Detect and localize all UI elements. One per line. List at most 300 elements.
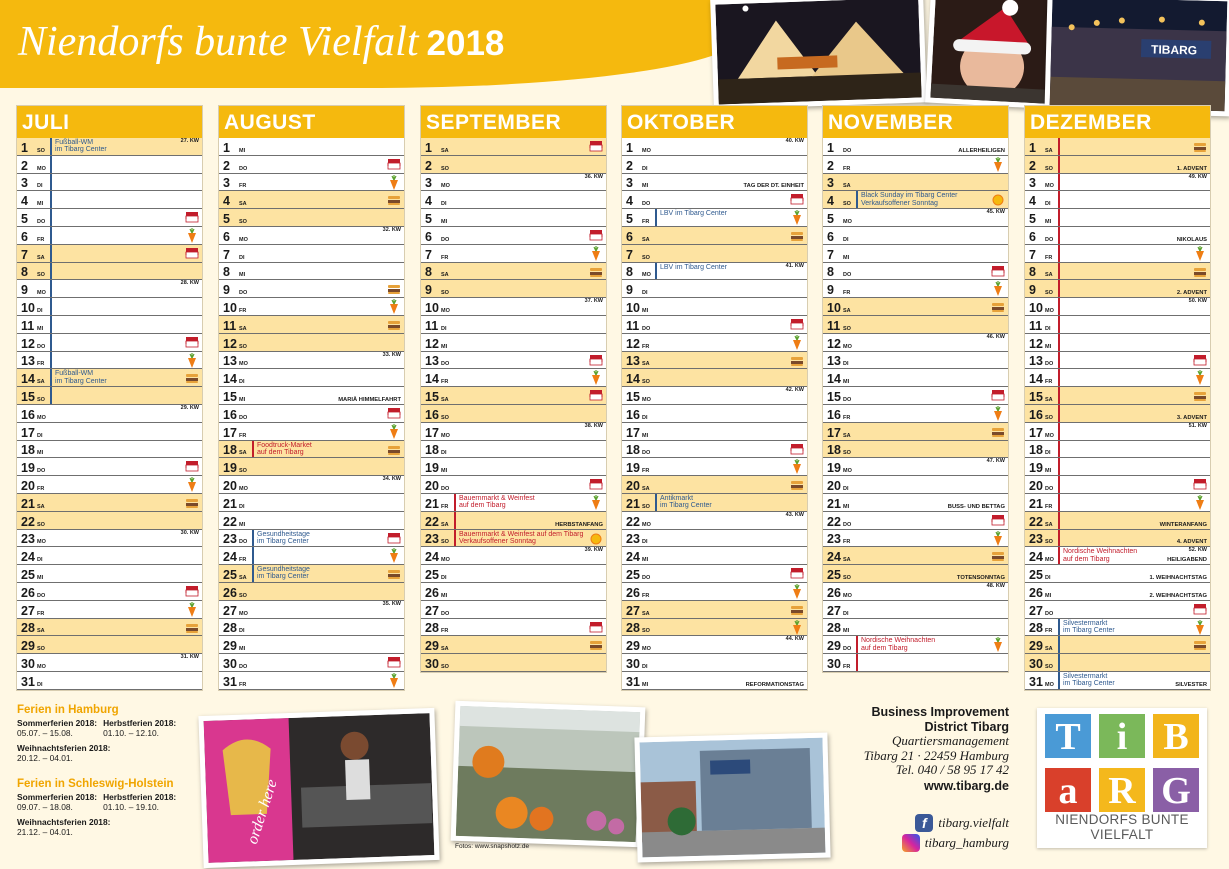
event-bar — [1058, 654, 1060, 672]
day-weekday: MI — [239, 646, 246, 653]
day-weekday: SO — [1045, 663, 1053, 670]
day-weekday: DO — [441, 610, 450, 617]
day-row — [17, 227, 202, 245]
day-row — [1025, 280, 1210, 298]
event-bar — [50, 174, 52, 192]
day-row — [1025, 334, 1210, 352]
facebook-icon: f — [915, 814, 933, 832]
day-number: 5 — [425, 211, 432, 226]
day-row — [1025, 387, 1210, 405]
food-icon — [789, 228, 805, 244]
day-number: 19 — [626, 461, 640, 476]
month-oktober — [621, 105, 808, 691]
day-weekday: SA — [1045, 521, 1053, 528]
day-weekday: DO — [37, 592, 46, 599]
food-icon — [386, 192, 402, 208]
sun-icon — [588, 531, 604, 547]
day-row — [421, 423, 606, 441]
day-row — [219, 174, 404, 192]
holiday-label: BUSS- UND BETTAG — [947, 503, 1005, 510]
event-bar — [50, 387, 52, 405]
day-row — [421, 298, 606, 316]
hh-herbst: 01.10. – 12.10. — [103, 728, 159, 739]
title-text: Niendorfs bunte Vielfalt — [18, 19, 419, 65]
day-weekday: DO — [441, 485, 450, 492]
event-bar — [50, 209, 52, 227]
day-number: 13 — [827, 354, 841, 369]
day-number: 18 — [21, 443, 35, 458]
day-weekday: DI — [642, 539, 648, 546]
food-icon — [1192, 139, 1208, 155]
day-weekday: DO — [642, 325, 651, 332]
day-number: 3 — [1029, 176, 1036, 191]
event-bar — [50, 227, 52, 245]
carrot-icon — [990, 281, 1006, 297]
carrot-icon — [1192, 495, 1208, 511]
event-bar — [1058, 352, 1060, 370]
day-number: 12 — [1029, 336, 1043, 351]
week-number: 37. KW — [584, 298, 603, 305]
day-weekday: SA — [441, 521, 449, 528]
event-bar — [50, 245, 52, 263]
day-number: 5 — [1029, 211, 1036, 226]
carrot-icon — [789, 620, 805, 636]
day-number: 22 — [223, 514, 237, 529]
day-row — [421, 352, 606, 370]
day-row — [421, 334, 606, 352]
event-bar — [50, 191, 52, 209]
sh-weih: 21.12. – 04.01. — [17, 826, 73, 837]
market-stall-icon — [588, 477, 604, 493]
day-row — [823, 530, 1008, 548]
market-stall-icon — [789, 442, 805, 458]
month-juli — [16, 105, 203, 691]
day-number: 13 — [21, 354, 35, 369]
day-number: 28 — [223, 621, 237, 636]
day-number: 14 — [425, 372, 439, 387]
day-number: 18 — [827, 443, 841, 458]
instagram-link[interactable] — [902, 834, 1009, 852]
day-number: 20 — [425, 478, 439, 493]
day-weekday: MI — [441, 218, 448, 225]
day-row — [622, 245, 807, 263]
day-row — [1025, 476, 1210, 494]
day-weekday: MO — [239, 485, 248, 492]
day-number: 25 — [425, 567, 439, 582]
day-row — [1025, 405, 1210, 423]
day-row — [219, 441, 404, 459]
day-number: 10 — [223, 300, 237, 315]
sh-sommer: 09.07. – 18.08. — [17, 802, 73, 813]
day-number: 23 — [21, 532, 35, 547]
day-weekday: SO — [441, 290, 449, 297]
day-row — [823, 494, 1008, 512]
day-weekday: DI — [642, 165, 648, 172]
week-number: 27. KW — [180, 138, 199, 144]
carrot-icon — [588, 370, 604, 386]
day-number: 14 — [626, 372, 640, 387]
day-number: 10 — [425, 300, 439, 315]
day-weekday: DO — [642, 574, 651, 581]
day-weekday: SA — [642, 236, 650, 243]
market-stall-icon — [184, 584, 200, 600]
holiday-label: 3. ADVENT — [1176, 414, 1207, 421]
day-row — [823, 423, 1008, 441]
day-number: 4 — [626, 194, 633, 209]
market-stall-icon — [184, 246, 200, 262]
logo-tile: B — [1153, 714, 1199, 758]
event-bar — [1058, 530, 1060, 548]
event-bar — [252, 547, 254, 565]
day-weekday: DO — [37, 218, 46, 225]
day-weekday: FR — [441, 379, 449, 386]
day-row — [17, 245, 202, 263]
market-stall-icon — [588, 388, 604, 404]
day-weekday: DO — [239, 663, 248, 670]
food-icon — [184, 370, 200, 386]
carrot-icon — [990, 157, 1006, 173]
day-row — [823, 601, 1008, 619]
day-weekday: FR — [843, 663, 851, 670]
market-stall-icon — [789, 192, 805, 208]
day-row — [421, 583, 606, 601]
day-weekday: SA — [1045, 272, 1053, 279]
day-weekday: MI — [843, 379, 850, 386]
day-weekday: DI — [37, 432, 43, 439]
event-bar — [1058, 156, 1060, 174]
day-row — [823, 209, 1008, 227]
day-weekday: SA — [239, 201, 247, 208]
day-number: 6 — [1029, 229, 1036, 244]
event-bar — [1058, 209, 1060, 227]
carrot-icon — [184, 602, 200, 618]
food-icon — [1192, 264, 1208, 280]
day-number: 14 — [1029, 372, 1043, 387]
svg-text:TIBARG: TIBARG — [1150, 42, 1198, 58]
photo-tents — [710, 0, 927, 110]
day-number: 9 — [223, 283, 230, 298]
day-number: 24 — [827, 550, 841, 565]
day-weekday: SA — [37, 379, 45, 386]
day-weekday: MO — [843, 468, 852, 475]
day-weekday: SO — [37, 646, 45, 653]
day-weekday: MI — [37, 201, 44, 208]
day-number: 1 — [1029, 140, 1036, 155]
event-bar — [655, 494, 657, 512]
event-bar — [1058, 441, 1060, 459]
day-weekday: MO — [843, 592, 852, 599]
day-weekday: DI — [37, 681, 43, 688]
day-number: 18 — [1029, 443, 1043, 458]
day-row — [1025, 245, 1210, 263]
event-bar — [1058, 476, 1060, 494]
day-row — [421, 601, 606, 619]
day-number: 28 — [827, 621, 841, 636]
day-row — [823, 245, 1008, 263]
day-weekday: MI — [1045, 592, 1052, 599]
day-weekday: FR — [37, 361, 45, 368]
carrot-icon — [990, 406, 1006, 422]
day-weekday: SA — [843, 183, 851, 190]
sh-herbst: 01.10. – 19.10. — [103, 802, 159, 813]
day-number: 27 — [425, 603, 439, 618]
week-number: 39. KW — [584, 547, 603, 554]
day-weekday: DI — [239, 254, 245, 261]
day-number: 13 — [223, 354, 237, 369]
day-row — [622, 405, 807, 423]
carrot-icon — [990, 637, 1006, 653]
day-weekday: MO — [1045, 557, 1054, 564]
day-row — [1025, 423, 1210, 441]
day-row — [17, 565, 202, 583]
day-number: 30 — [223, 656, 237, 671]
holiday-label: 2. WEIHNACHTSTAG — [1149, 592, 1207, 599]
day-row — [622, 619, 807, 637]
day-weekday: DI — [239, 379, 245, 386]
day-number: 26 — [1029, 585, 1043, 600]
day-row — [421, 174, 606, 192]
day-row — [219, 156, 404, 174]
carrot-icon — [386, 673, 402, 689]
day-number: 10 — [827, 300, 841, 315]
carrot-icon — [386, 548, 402, 564]
day-row — [421, 316, 606, 334]
event-bar — [50, 156, 52, 174]
day-weekday: MI — [239, 272, 246, 279]
day-number: 29 — [223, 639, 237, 654]
carrot-icon — [184, 228, 200, 244]
day-row — [17, 263, 202, 281]
day-row — [1025, 636, 1210, 654]
ferien-hh-title: Ferien in Hamburg — [17, 704, 119, 716]
day-weekday: DI — [441, 450, 447, 457]
bid-line3: Quartiersmanagement — [892, 733, 1009, 749]
day-row — [823, 174, 1008, 192]
sh-sommer-label: Sommerferien 2018: — [17, 792, 98, 803]
day-number: 2 — [626, 158, 633, 173]
event-label: Fußball-WM im Tibarg Center — [55, 139, 107, 154]
day-row — [219, 619, 404, 637]
day-row — [622, 583, 807, 601]
day-row — [823, 565, 1008, 583]
day-row — [17, 298, 202, 316]
day-weekday: SO — [239, 468, 247, 475]
day-weekday: FR — [239, 183, 247, 190]
day-row — [17, 156, 202, 174]
day-row — [622, 494, 807, 512]
day-number: 5 — [21, 211, 28, 226]
day-number: 17 — [1029, 425, 1043, 440]
day-weekday: SA — [239, 574, 247, 581]
day-row — [219, 227, 404, 245]
day-weekday: SA — [441, 272, 449, 279]
week-number: 34. KW — [382, 476, 401, 483]
day-number: 20 — [827, 478, 841, 493]
day-row — [622, 316, 807, 334]
day-row — [823, 387, 1008, 405]
day-weekday: DO — [642, 450, 651, 457]
day-weekday: DI — [1045, 574, 1051, 581]
day-weekday: SA — [1045, 396, 1053, 403]
day-row — [823, 458, 1008, 476]
facebook-link[interactable] — [915, 814, 1009, 832]
food-icon — [588, 637, 604, 653]
market-stall-icon — [588, 620, 604, 636]
day-row — [219, 672, 404, 690]
day-number: 11 — [1029, 318, 1043, 333]
day-number: 27 — [626, 603, 640, 618]
day-weekday: DI — [642, 663, 648, 670]
day-number: 24 — [223, 550, 237, 565]
day-row — [17, 636, 202, 654]
day-number: 10 — [1029, 300, 1043, 315]
day-weekday: MI — [441, 468, 448, 475]
day-row — [823, 227, 1008, 245]
event-bar — [655, 263, 657, 281]
day-row — [219, 530, 404, 548]
day-row — [17, 476, 202, 494]
day-number: 9 — [626, 283, 633, 298]
market-stall-icon — [588, 228, 604, 244]
day-number: 15 — [223, 389, 237, 404]
day-number: 23 — [626, 532, 640, 547]
ferien-sh — [17, 779, 176, 837]
day-number: 18 — [425, 443, 439, 458]
day-number: 11 — [425, 318, 439, 333]
day-weekday: FR — [239, 557, 247, 564]
month-dezember — [1024, 105, 1211, 691]
day-weekday: DI — [1045, 450, 1051, 457]
day-row — [1025, 601, 1210, 619]
food-icon — [1192, 637, 1208, 653]
day-weekday: SO — [441, 414, 449, 421]
market-stall-icon — [789, 317, 805, 333]
day-weekday: MI — [239, 521, 246, 528]
event-label: Nordische Weihnachten auf dem Tibarg — [861, 637, 936, 652]
day-number: 4 — [827, 194, 834, 209]
day-row — [823, 476, 1008, 494]
day-number: 7 — [1029, 247, 1036, 262]
bid-line2: District Tibarg — [924, 719, 1009, 734]
day-row — [421, 494, 606, 512]
event-bar — [1058, 227, 1060, 245]
day-weekday: SO — [843, 325, 851, 332]
day-weekday: DO — [1045, 485, 1054, 492]
day-weekday: FR — [37, 610, 45, 617]
carrot-icon — [990, 531, 1006, 547]
day-weekday: FR — [1045, 628, 1053, 635]
event-label: LBV im Tibarg Center — [660, 210, 727, 218]
day-weekday: DI — [441, 201, 447, 208]
day-weekday: SO — [1045, 290, 1053, 297]
day-number: 12 — [223, 336, 237, 351]
day-row — [823, 156, 1008, 174]
day-number: 12 — [21, 336, 35, 351]
day-row — [421, 387, 606, 405]
day-weekday: MI — [1045, 468, 1052, 475]
event-bar — [50, 263, 52, 281]
month-november — [822, 105, 1009, 673]
month-title: OKTOBER — [622, 106, 807, 138]
day-row — [823, 405, 1008, 423]
day-number: 6 — [425, 229, 432, 244]
day-number: 5 — [626, 211, 633, 226]
day-weekday: FR — [642, 343, 650, 350]
day-number: 4 — [21, 194, 28, 209]
holiday-label: 1. ADVENT — [1176, 165, 1207, 172]
day-row — [622, 423, 807, 441]
day-row — [219, 565, 404, 583]
day-row — [823, 280, 1008, 298]
day-row — [17, 583, 202, 601]
day-number: 7 — [21, 247, 28, 262]
day-weekday: DI — [843, 485, 849, 492]
day-weekday: SO — [37, 396, 45, 403]
day-weekday: FR — [239, 432, 247, 439]
event-label: Foodtruck-Market auf dem Tibarg — [257, 441, 312, 456]
day-weekday: MO — [642, 396, 651, 403]
month-august — [218, 105, 405, 691]
market-stall-icon — [184, 335, 200, 351]
day-weekday: DI — [642, 290, 648, 297]
day-weekday: SA — [37, 628, 45, 635]
day-weekday: FR — [642, 592, 650, 599]
day-number: 4 — [1029, 194, 1036, 209]
day-number: 14 — [223, 372, 237, 387]
day-row — [17, 387, 202, 405]
day-number: 1 — [827, 140, 834, 155]
day-row — [622, 636, 807, 654]
bid-website[interactable]: www.tibarg.de — [924, 778, 1009, 793]
event-bar — [1058, 245, 1060, 263]
day-number: 7 — [827, 247, 834, 262]
day-number: 2 — [1029, 158, 1036, 173]
day-weekday: MO — [37, 290, 46, 297]
day-weekday: MO — [642, 147, 651, 154]
day-weekday: MI — [843, 254, 850, 261]
day-number: 7 — [626, 247, 633, 262]
day-number: 16 — [223, 407, 237, 422]
day-weekday: FR — [843, 539, 851, 546]
day-weekday: DO — [441, 361, 450, 368]
day-row — [622, 441, 807, 459]
day-number: 21 — [1029, 496, 1043, 511]
day-weekday: SO — [1045, 414, 1053, 421]
day-number: 30 — [425, 656, 439, 671]
holiday-label: TOTENSONNTAG — [956, 574, 1005, 581]
day-row — [17, 494, 202, 512]
day-row — [823, 334, 1008, 352]
event-label: Silvestermarkt im Tibarg Center — [1063, 672, 1115, 688]
food-icon — [386, 566, 402, 582]
day-weekday: SA — [642, 361, 650, 368]
day-weekday: DO — [1045, 610, 1054, 617]
day-row — [421, 547, 606, 565]
day-weekday: FR — [37, 236, 45, 243]
market-stall-icon — [588, 139, 604, 155]
day-row — [823, 298, 1008, 316]
day-row — [421, 209, 606, 227]
day-row — [1025, 174, 1210, 192]
day-number: 25 — [1029, 567, 1043, 582]
day-row — [219, 601, 404, 619]
day-row — [219, 316, 404, 334]
day-number: 8 — [21, 265, 28, 280]
day-row — [219, 654, 404, 672]
day-row — [219, 280, 404, 298]
carrot-icon — [789, 335, 805, 351]
day-number: 24 — [21, 550, 35, 565]
